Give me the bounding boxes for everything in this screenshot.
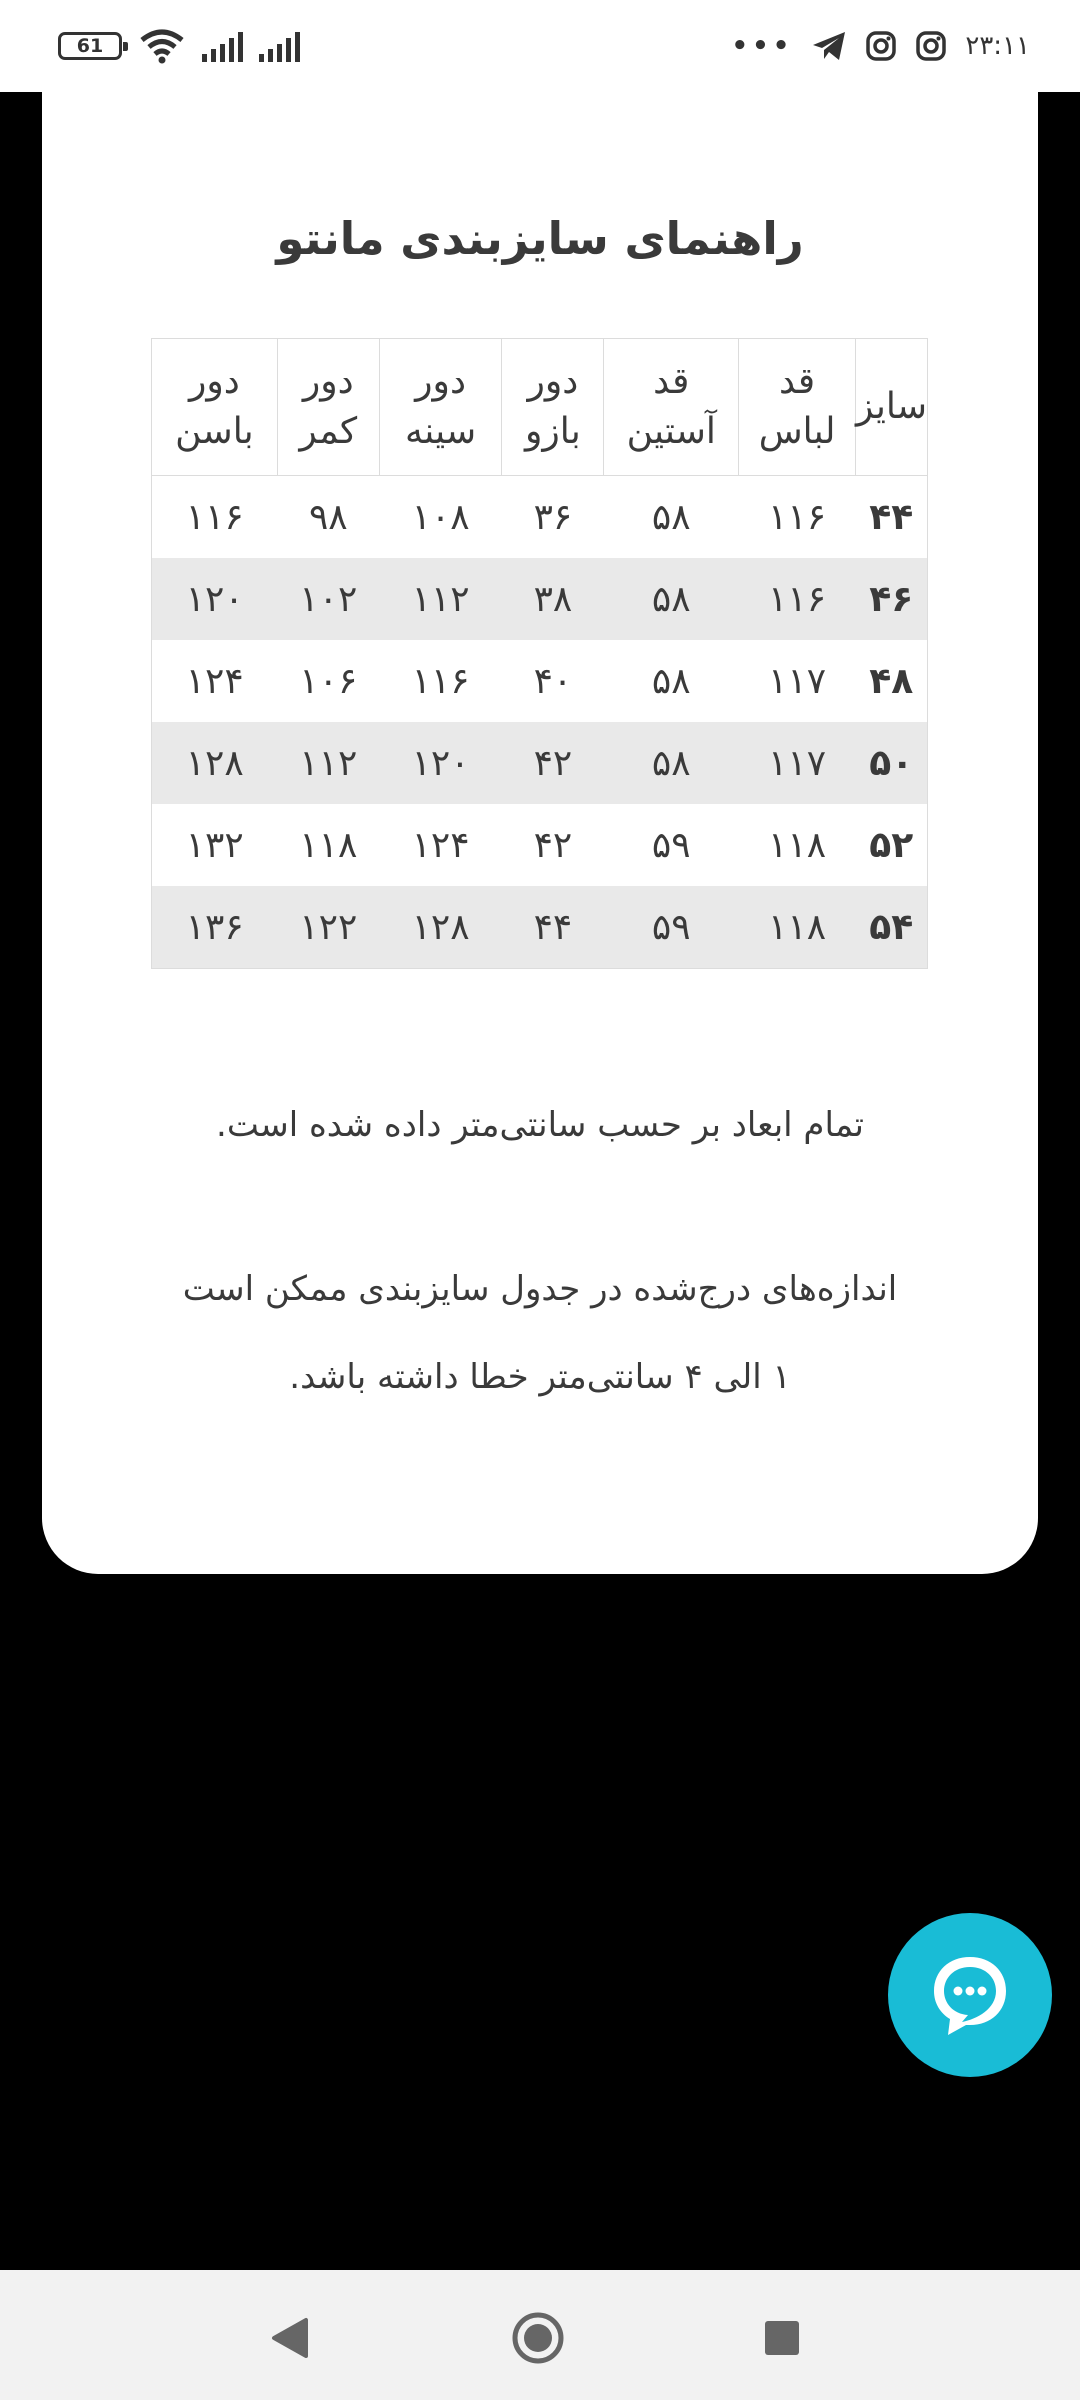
table-cell: ۱۱۶ [768,496,827,538]
table-row [152,558,928,640]
table-cell: ۱۱۲ [277,722,379,804]
instagram-icon [865,30,897,62]
table-cell: ۱۱۷ [739,722,856,804]
table-cell: ۴۰ [533,660,573,702]
table-cell: ۵۸ [651,496,691,538]
header-size: سایز [855,339,927,476]
table-cell: ۴۸ [855,640,927,722]
battery-icon [58,32,122,60]
table-cell: ۱۲۴ [411,824,470,866]
table-cell: ۵۸ [651,660,691,702]
table-row [152,476,928,559]
table-cell: ۱۲۸ [152,722,278,804]
chat-button[interactable] [888,1913,1052,2077]
table-cell: ۵۹ [651,824,691,866]
signal-icon-2 [259,30,300,62]
table-cell: ۱۱۶ [739,558,856,640]
instagram-icon-2 [915,30,947,62]
table-cell: ۱۲۰ [379,722,502,804]
table-cell: ۱۱۸ [299,824,358,866]
table-cell: ۱۰۶ [299,660,358,702]
more-notifications-icon: ••• [731,31,794,61]
table-cell: ۵۴ [855,886,927,969]
table-cell: ۱۰۲ [277,558,379,640]
table-cell: ۱۰۸ [411,496,470,538]
table-cell: ۴۴ [855,476,927,559]
table-cell: ۴۲ [502,722,604,804]
table-row [152,886,928,969]
header-hip-circumference: دور باسن [152,339,278,476]
table-cell: ۴۲ [533,824,573,866]
recents-icon [762,2318,802,2358]
error-note-line-2: ۱ الی ۴ سانتی‌متر خطا داشته باشد. [289,1357,791,1397]
back-button[interactable] [262,2310,318,2366]
header-chest-circumference: دور سینه [379,339,502,476]
table-cell: ۱۲۴ [152,640,278,722]
table-cell: ۱۱۸ [739,886,856,969]
table-cell: ۵۸ [604,722,739,804]
header-garment-length: قد لباس [739,339,856,476]
table-header-row [152,339,928,476]
table-cell: ۱۱۶ [411,660,470,702]
table-cell: ۱۱۷ [768,660,827,702]
table-cell: ۱۱۶ [152,476,278,559]
table-cell: ۵۹ [604,886,739,969]
table-cell: ۱۳۲ [152,804,278,886]
table-cell: ۴۶ [855,558,927,640]
table-cell: ۱۲۰ [152,558,278,640]
table-cell: ۳۸ [502,558,604,640]
header-arm-circumference: دور بازو [502,339,604,476]
error-note-line-1: اندازه‌های درج‌شده در جدول سایزبندی ممکن است [182,1269,898,1309]
units-note: تمام ابعاد بر حسب سانتی‌متر داده شده است. [216,1105,864,1145]
telegram-icon [811,30,847,62]
table-cell: ۱۱۲ [379,558,502,640]
table-cell: ۱۱۸ [768,824,827,866]
table-cell: ۵۲ [855,804,927,886]
wifi-icon [138,28,186,64]
table-cell: ۹۸ [308,496,348,538]
header-sleeve-length: قد آستین [604,339,739,476]
size-guide-table [151,338,928,969]
page-title: راهنمای سایزبندی مانتو [276,212,804,265]
table-cell: ۵۸ [604,558,739,640]
table-cell: ۱۳۶ [152,886,278,969]
status-left [58,28,300,64]
recents-button[interactable] [754,2310,810,2366]
table-row [152,722,928,804]
signal-icon-1 [202,30,243,62]
table-cell: ۱۲۸ [379,886,502,969]
table-cell: ۱۲۲ [277,886,379,969]
back-icon [270,2316,310,2360]
status-bar [0,0,1080,92]
header-waist-circumference: دور کمر [277,339,379,476]
table-cell: ۵۰ [855,722,927,804]
table-cell: ۴۴ [502,886,604,969]
error-note [140,1245,940,1421]
battery-level: 61 [76,35,104,57]
table-row [152,640,928,722]
status-right [732,30,1030,62]
home-button[interactable] [510,2310,566,2366]
table-cell: ۳۶ [533,496,573,538]
table-row [152,804,928,886]
chat-bubble-icon [922,1947,1018,2043]
home-icon [510,2310,566,2366]
navigation-bar [0,2270,1080,2400]
clock: ۲۳:۱۱ [965,31,1030,61]
